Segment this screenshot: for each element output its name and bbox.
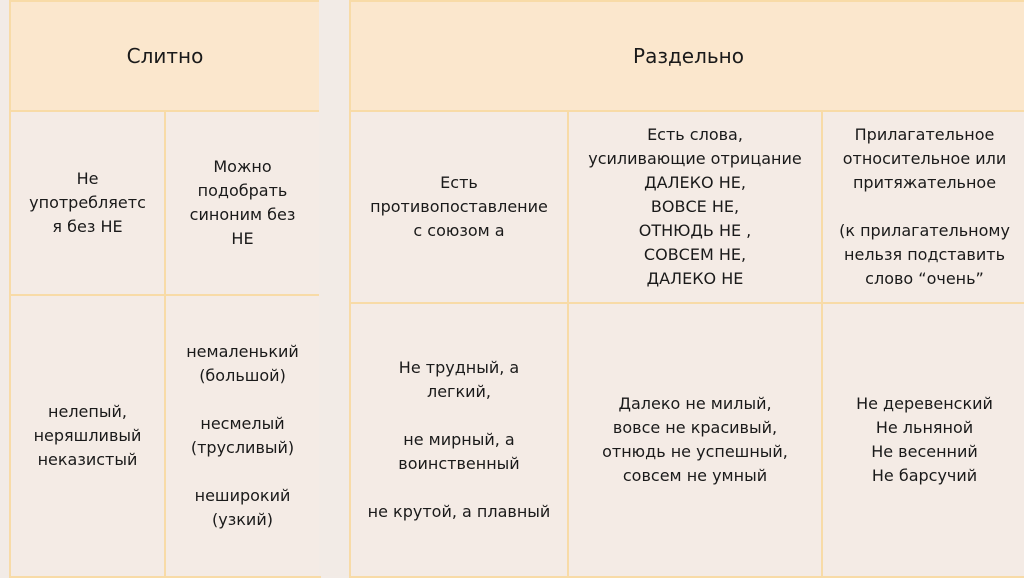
fused-examples-standalone: нелепый, неряшливый неказистый — [10, 295, 165, 577]
fused-examples-synonym: немаленький (большой) несмелый (трусливый) неширокий (узкий) — [165, 295, 320, 577]
separate-rule-contrast: Есть противопоставление с союзом а — [350, 111, 568, 303]
separate-rule-intensifiers: Есть слова, усиливающие отрицание ДАЛЕКО НЕ, ВОВСЕ НЕ, ОТНЮДЬ НЕ , СОВСЕМ НЕ, ДАЛЕКО НЕ — [568, 111, 822, 303]
fused-rule-no-standalone: Не употребляетс я без НЕ — [10, 111, 165, 295]
separate-header: Раздельно — [350, 1, 1024, 111]
table-gap — [319, 0, 349, 576]
separate-examples-contrast: Не трудный, а легкий, не мирный, а воинственный не крутой, а плавный — [350, 303, 568, 577]
fused-header: Слитно — [10, 1, 320, 111]
separate-examples-adjectives: Не деревенский Не льняной Не весенний Не барсучий — [822, 303, 1024, 577]
separate-examples-intensifiers: Далеко не милый, вовсе не красивый, отнюдь не успешный, совсем не умный — [568, 303, 822, 577]
separate-spelling-table — [349, 0, 1024, 578]
fused-spelling-table — [9, 0, 321, 578]
fused-rule-synonym: Можно подобрать синоним без НЕ — [165, 111, 320, 295]
separate-rule-adjectives: Прилагательное относительное или притяжательное (к прилагательному нельзя подставить слово “очень” — [822, 111, 1024, 303]
